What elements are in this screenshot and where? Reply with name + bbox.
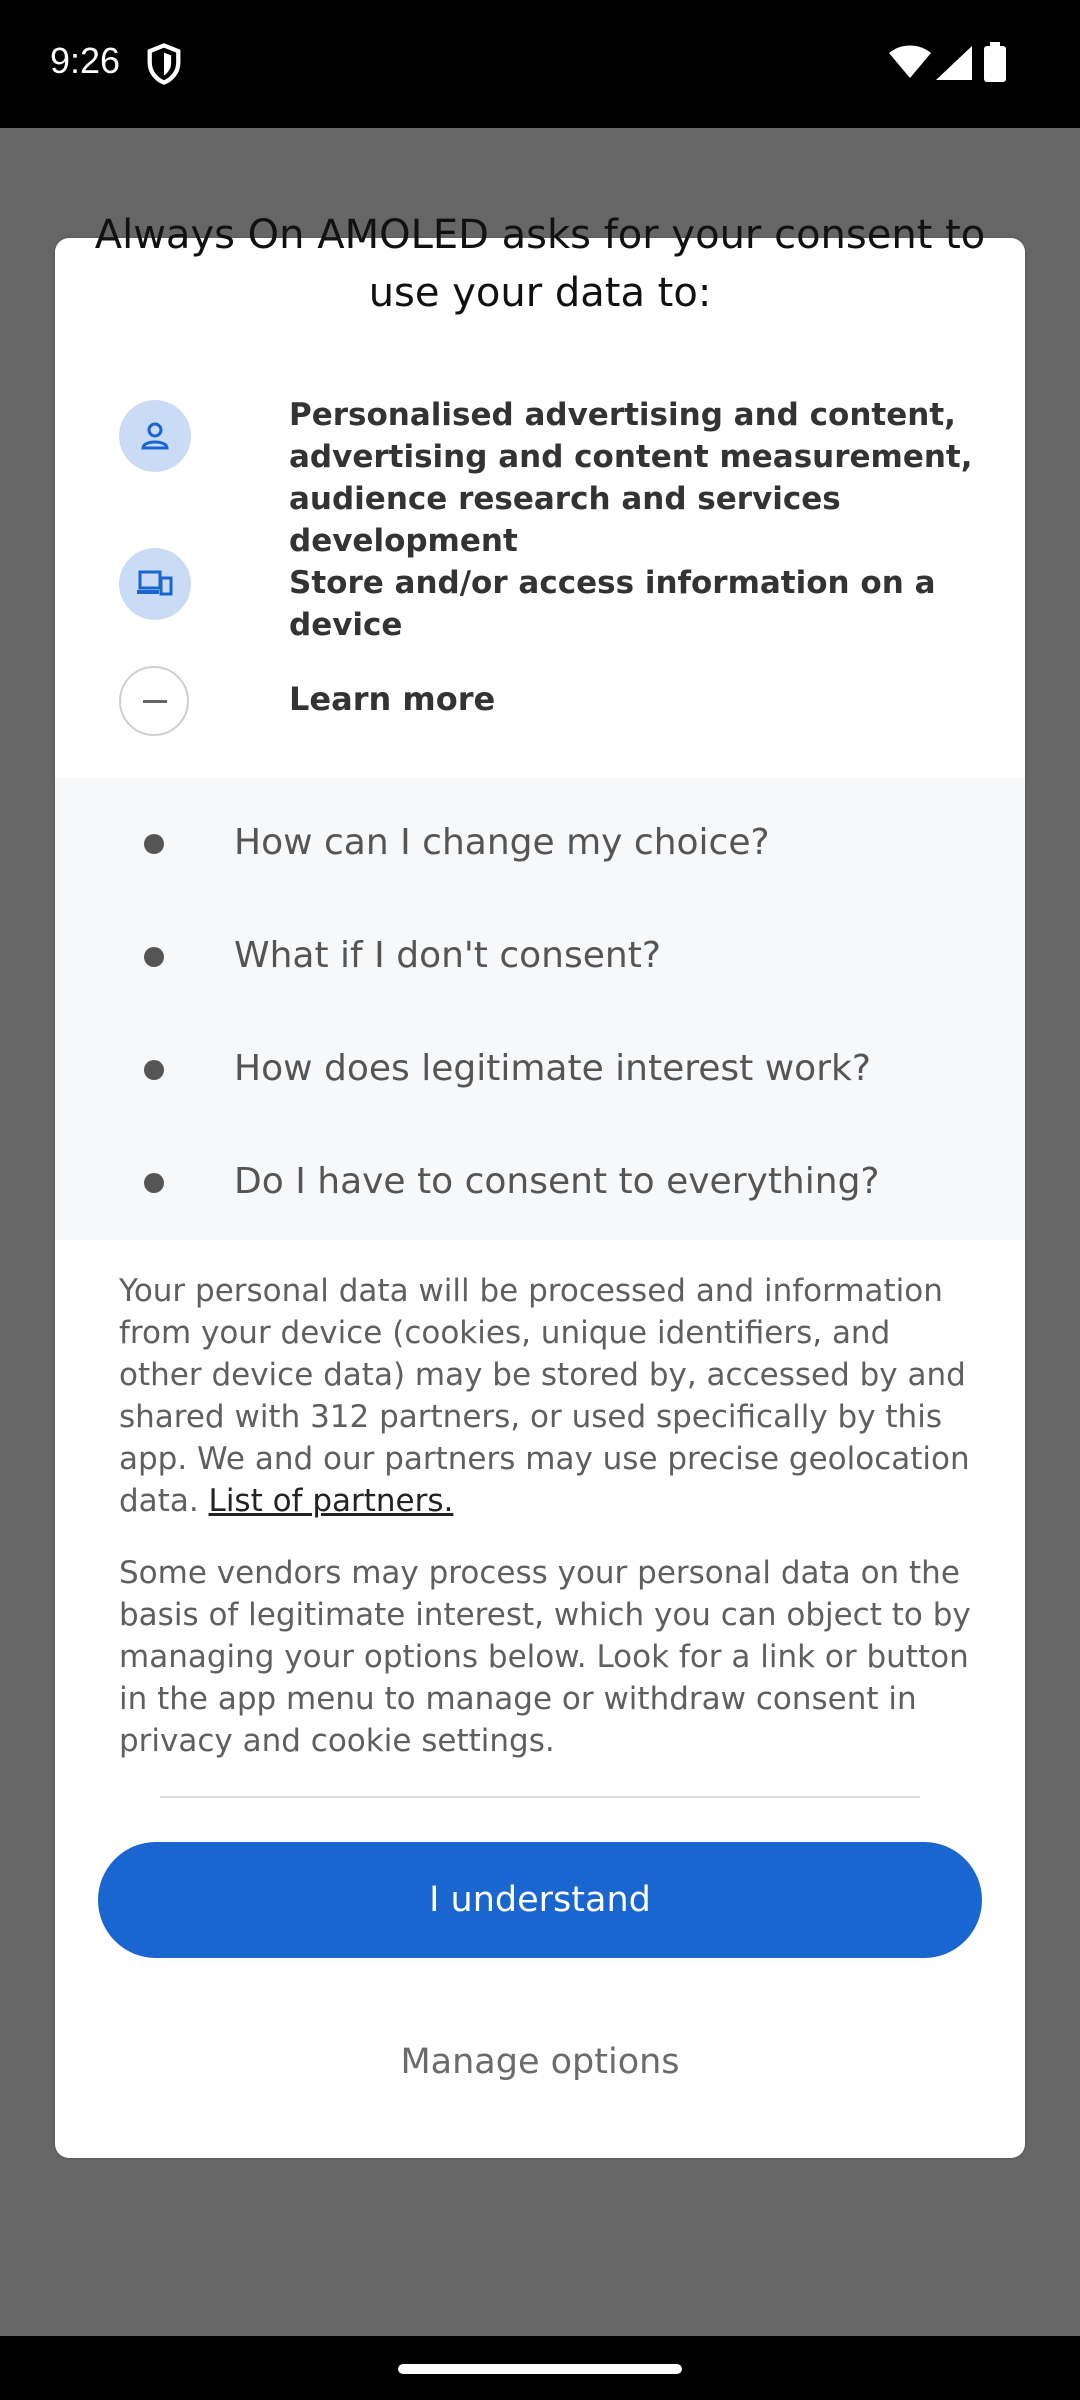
learn-more-toggle[interactable]: Learn more	[289, 680, 496, 718]
purpose-label: Personalised advertising and content, advertising and content measurement, audience research and services development	[289, 397, 973, 559]
bullet-icon	[144, 1173, 164, 1193]
purpose-label: Store and/or access information on a device	[289, 565, 936, 643]
faq-item-legitimate-interest[interactable]	[55, 1012, 1025, 1125]
faq-item-change-choice[interactable]	[55, 786, 1025, 899]
purpose-store-access	[119, 548, 979, 643]
faq-label[interactable]: How does legitimate interest work?	[234, 1048, 871, 1089]
faq-label[interactable]: What if I don't consent?	[234, 935, 661, 976]
faq-panel	[55, 778, 1025, 1240]
faq-label[interactable]: How can I change my choice?	[234, 822, 770, 863]
devices-icon	[119, 548, 191, 620]
status-bar	[0, 0, 1080, 128]
faq-item-consent-everything[interactable]	[55, 1125, 1025, 1238]
wifi-icon	[888, 44, 932, 80]
status-time: 9:26	[50, 40, 121, 81]
list-of-partners-link[interactable]: List of partners.	[208, 1483, 454, 1519]
legitimate-interest-paragraph: Some vendors may process your personal data on the basis of legitimate interest, which you can object to by managing your options below. Look for a link or button in the app menu to manage or withdraw consent in privacy and cookie settings.	[119, 1555, 971, 1759]
minus-icon[interactable]	[119, 666, 189, 736]
bullet-icon	[144, 1060, 164, 1080]
signal-icon	[936, 46, 972, 80]
dialog-title: Always On AMOLED asks for your consent to use your data to:	[94, 212, 986, 316]
home-handle[interactable]	[398, 2364, 682, 2374]
consent-dialog	[55, 212, 1025, 2158]
person-icon	[119, 400, 191, 472]
battery-icon	[984, 42, 1006, 82]
faq-item-dont-consent[interactable]	[55, 899, 1025, 1012]
i-understand-button[interactable]: I understand	[98, 1842, 982, 1958]
bullet-icon	[144, 947, 164, 967]
paragraph-text: Your personal data will be processed and information from your device (cookies, unique identifiers, and other device data) may be stored by, accessed by and shared with 312 partners, or used specifically by this app. We and our partners may use precise geolocation data.	[119, 1273, 970, 1519]
purpose-personalised-advertising	[119, 397, 979, 559]
data-processing-paragraph	[119, 1270, 979, 1522]
shield-icon	[146, 44, 182, 84]
faq-label[interactable]: Do I have to consent to everything?	[234, 1161, 880, 1202]
bullet-icon	[144, 834, 164, 854]
divider	[160, 1796, 920, 1798]
manage-options-button[interactable]: Manage options	[98, 2004, 982, 2120]
